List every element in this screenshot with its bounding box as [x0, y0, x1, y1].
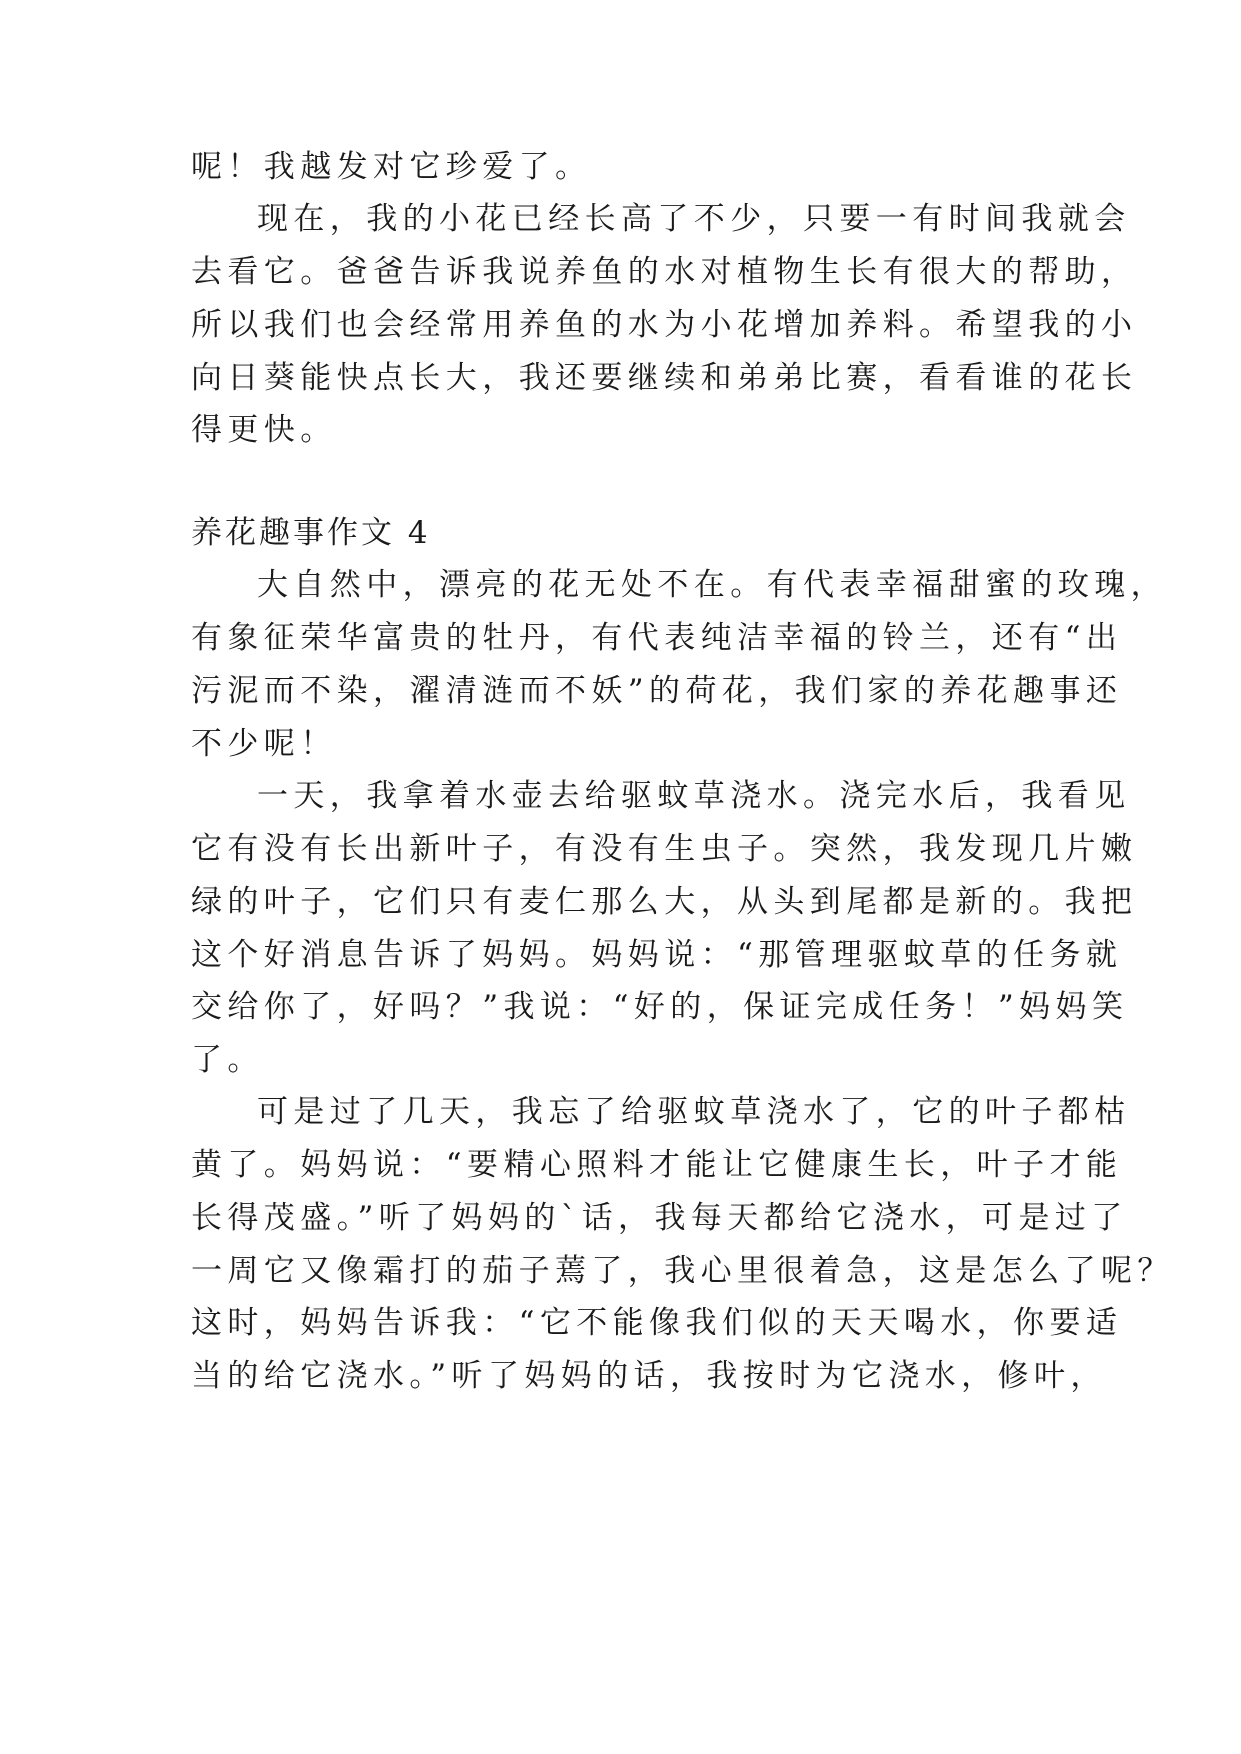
text-line: 长得茂盛。”听了妈妈的`话，我每天都给它浇水，可是过了 — [191, 1200, 1128, 1236]
text-line: 污泥而不染，濯清涟而不妖”的荷花，我们家的养花趣事还 — [191, 673, 1123, 709]
text-line: 黄了。妈妈说：“要精心照料才能让它健康生长，叶子才能 — [191, 1147, 1123, 1183]
text-line: 呢！我越发对它珍爱了。 — [191, 149, 592, 185]
text-line: 不少呢！ — [191, 726, 337, 762]
section-heading: 养花趣事作文 4 — [191, 515, 431, 551]
text-line: 所以我们也会经常用养鱼的水为小花增加养料。希望我的小 — [191, 307, 1138, 343]
text-line: 交给你了，好吗？”我说：“好的，保证完成任务！”妈妈笑 — [191, 989, 1129, 1025]
text-line: 有象征荣华富贵的牡丹，有代表纯洁幸福的铃兰，还有“出 — [191, 620, 1123, 656]
text-line: 当的给它浇水。”听了妈妈的话，我按时为它浇水，修叶， — [191, 1358, 1107, 1394]
text-line: 它有没有长出新叶子，有没有生虫子。突然，我发现几片嫩 — [191, 831, 1138, 867]
text-line: 绿的叶子，它们只有麦仁那么大，从头到尾都是新的。我把 — [191, 884, 1138, 920]
text-line: 这个好消息告诉了妈妈。妈妈说：“那管理驱蚊草的任务就 — [191, 937, 1123, 973]
text-line: 了。 — [191, 1042, 264, 1078]
text-line: 这时，妈妈告诉我：“它不能像我们似的天天喝水，你要适 — [191, 1305, 1123, 1341]
text-line: 向日葵能快点长大，我还要继续和弟弟比赛，看看谁的花长 — [191, 360, 1138, 396]
text-line: 大自然中，漂亮的花无处不在。有代表幸福甜蜜的玫瑰， — [257, 567, 1167, 603]
text-line: 一天，我拿着水壶去给驱蚊草浇水。浇完水后，我看见 — [257, 778, 1131, 814]
text-line: 可是过了几天，我忘了给驱蚊草浇水了，它的叶子都枯 — [257, 1094, 1131, 1130]
text-line: 一周它又像霜打的茄子蔫了，我心里很着急，这是怎么了呢？ — [191, 1253, 1174, 1289]
text-line: 得更快。 — [191, 412, 337, 448]
text-line: 现在，我的小花已经长高了不少，只要一有时间我就会 — [257, 201, 1131, 237]
text-line: 去看它。爸爸告诉我说养鱼的水对植物生长有很大的帮助， — [191, 254, 1138, 290]
